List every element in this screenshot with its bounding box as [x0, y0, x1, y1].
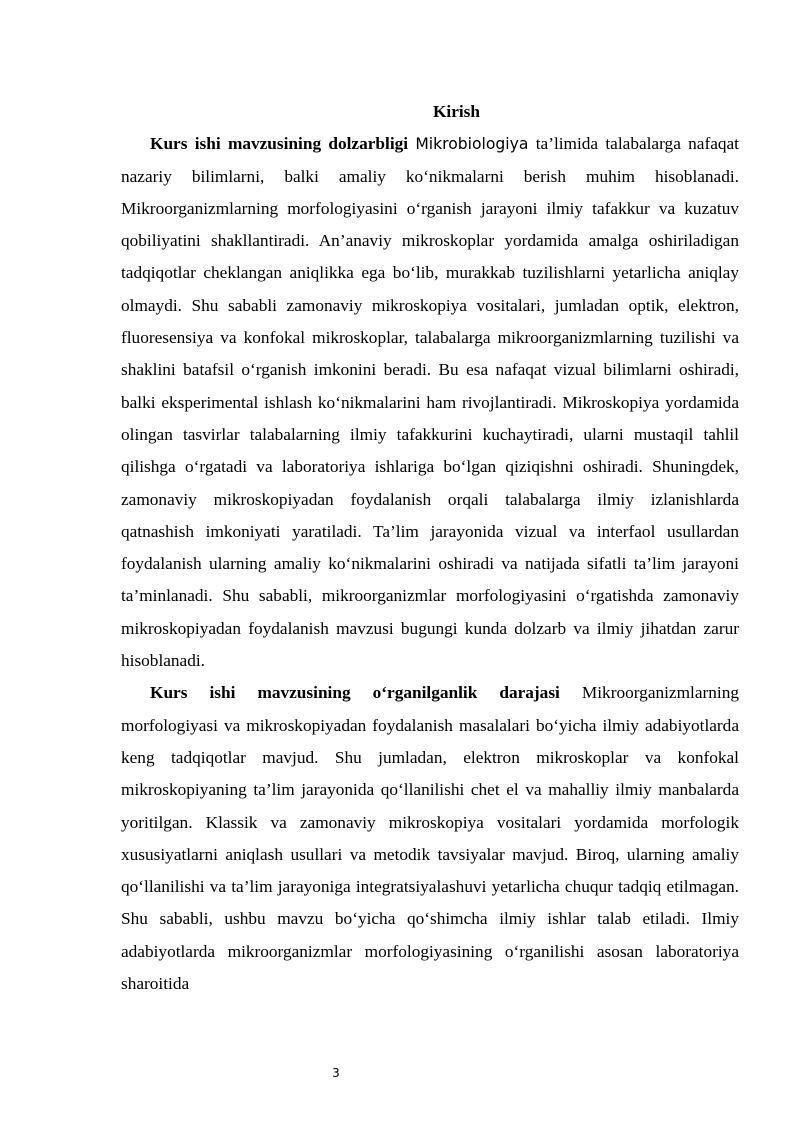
paragraph-lead: Kurs ishi mavzusining o‘rganilganlik darajasi: [150, 683, 560, 703]
paragraph-study-level: [121, 677, 739, 1000]
page-number: 3: [332, 1066, 340, 1080]
paragraph-relevance: [121, 128, 739, 677]
paragraph-lead-continuation: Mikrobiologiya: [415, 135, 529, 154]
section-title: Kirish: [432, 102, 481, 121]
document-page: [121, 96, 739, 1000]
paragraph-lead-continuation: Mikroorganizmlarning: [581, 683, 739, 703]
paragraph-lead: Kurs ishi mavzusining dolzarbligi: [150, 134, 409, 154]
paragraph-text: morfologiyasi va mikroskopiyadan foydalanish masalalari bo‘yicha ilmiy adabiyotlarda keng tadqiqotlar mavjud. Shu jumladan, elektron mikroskoplar va konfokal mikroskopiyaning ta’lim jarayonida qo‘llanilishi chet el va mahalliy ilmiy manbalarda yoritilgan. Klassik va zamonaviy mikroskopiya vositalari yordamida morfologik xususiyatlarni aniqlash usullari va metodik tavsiyalar mavjud. Biroq, ularning amaliy qo‘llanilishi va ta’lim jarayoniga integratsiyalashuvi yetarlicha chuqur tadqiq etilmagan. Shu sababli, ushbu mavzu bo‘yicha qo‘shimcha ilmiy ishlar talab etiladi. Ilmiy adabiyotlarda mikroorganizmlar morfologiyasining o‘rganilishi asosan laboratoriya sharoitida: [121, 715, 739, 994]
paragraph-text: ta’limida talabalarga nafaqat nazariy bilimlarni, balki amaliy ko‘nikmalarni berish muhim hisoblanadi. Mikroorganizmlarning morfologiyasini o‘rganish jarayoni ilmiy tafakkur va kuzatuv qobiliyatini shakllantiradi. An’anaviy mikroskoplar yordamida amalga oshiriladigan tadqiqotlar cheklangan aniqlikka ega bo‘lib, murakkab tuzilishlarni yetarlicha aniqlay olmaydi. Shu sababli zamonaviy mikroskopiya vositalari, jumladan optik, elektron, fluoresensiya va konfokal mikroskoplar, talabalarga mikroorganizmlarning tuzilishi va shaklini batafsil o‘rganish imkonini beradi. Bu esa nafaqat vizual bilimlarni oshiradi, balki eksperimental ishlash ko‘nikmalarini ham rivojlantiradi. Mikroskopiya yordamida olingan tasvirlar talabalarning ilmiy tafakkurini kuchaytiradi, ularni mustaqil tahlil qilishga o‘rgatadi va laboratoriya ishlariga bo‘lgan qiziqishni oshiradi. Shuningdek, zamonaviy mikroskopiyadan foydalanish orqali talabalarga ilmiy izlanishlarda qatnashish imkoniyati yaratiladi. Ta’lim jarayonida vizual va interfaol usullardan foydalanish ularning amaliy ko‘nikmalarini oshiradi va natijada sifatli ta’lim jarayoni ta’minlanadi. Shu sababli, mikroorganizmlar morfologiyasini o‘rgatishda zamonaviy mikroskopiyadan foydalanish mavzusi bugungi kunda dolzarb va ilmiy jihatdan zarur hisoblanadi.: [121, 134, 739, 671]
